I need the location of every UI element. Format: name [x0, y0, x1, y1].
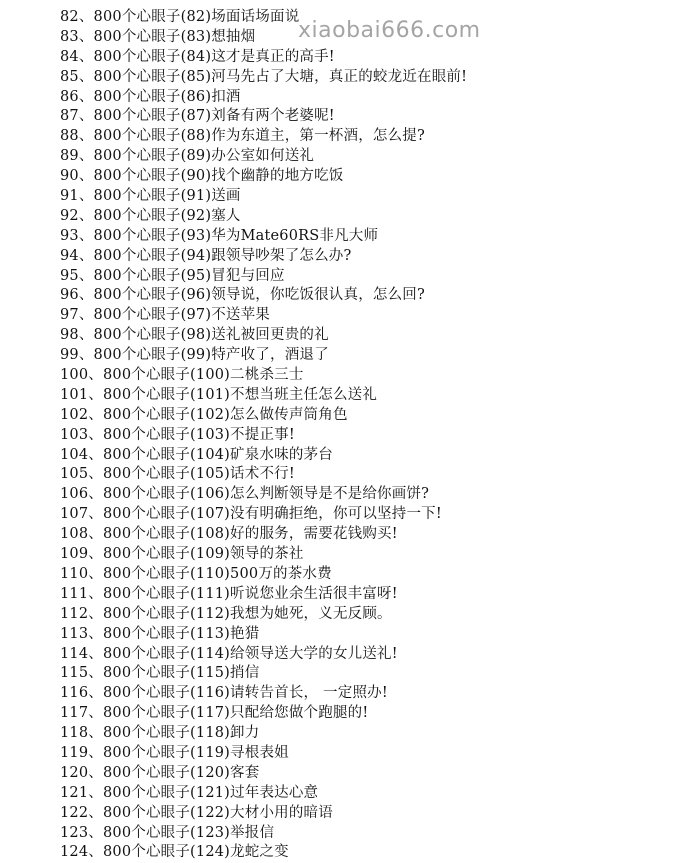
list-item: 114、800个心眼子(114)给领导送大学的女儿送礼! — [60, 645, 398, 662]
list-item: 108、800个心眼子(108)好的服务，需要花钱购买! — [60, 526, 398, 543]
list-item: 105、800个心眼子(105)话术不行! — [60, 466, 295, 483]
list-item: 99、800个心眼子(99)特产收了，酒退了 — [60, 347, 329, 364]
list-item: 123、800个心眼子(123)举报信 — [60, 824, 275, 841]
list-item: 96、800个心眼子(96)领导说，你吃饭很认真，怎么回? — [60, 287, 425, 304]
list-item: 121、800个心眼子(121)过年表达心意 — [60, 784, 319, 801]
list-item: 85、800个心眼子(85)河马先占了大塘，真正的蛟龙近在眼前! — [60, 68, 468, 85]
list-item: 102、800个心眼子(102)怎么做传声筒角色 — [60, 406, 348, 423]
list-item: 111、800个心眼子(111)听说您业余生活很丰富呀! — [60, 585, 398, 602]
list-item: 98、800个心眼子(98)送礼被回更贵的礼 — [60, 327, 329, 344]
list-item: 95、800个心眼子(95)冒犯与回应 — [60, 267, 285, 284]
list-item: 92、800个心眼子(92)塞人 — [60, 207, 241, 224]
list-item: 120、800个心眼子(120)客套 — [60, 764, 260, 781]
list-item: 104、800个心眼子(104)矿泉水味的茅台 — [60, 446, 333, 463]
list-item: 100、800个心眼子(100)二桃杀三士 — [60, 367, 304, 384]
list-item: 115、800个心眼子(115)捎信 — [60, 665, 260, 682]
list-item: 97、800个心眼子(97)不送苹果 — [60, 307, 270, 324]
list-item: 103、800个心眼子(103)不提正事! — [60, 426, 295, 443]
list-item: 113、800个心眼子(113)艳猎 — [60, 625, 260, 642]
list-item: 86、800个心眼子(86)扣酒 — [60, 88, 241, 105]
list-item: 122、800个心眼子(122)大材小用的暗语 — [60, 804, 333, 821]
list-item: 118、800个心眼子(118)卸力 — [60, 725, 260, 742]
list-item: 117、800个心眼子(117)只配给您做个跑腿的! — [60, 705, 369, 722]
list-item: 110、800个心眼子(110)500万的茶水费 — [60, 565, 332, 582]
list-item: 94、800个心眼子(94)跟领导吵架了怎么办? — [60, 247, 352, 264]
list-item: 82、800个心眼子(82)场面话场面说 — [60, 9, 300, 25]
list-item: 91、800个心眼子(91)送画 — [60, 188, 241, 205]
list-item: 124、800个心眼子(124)龙蛇之变 — [60, 844, 289, 861]
list-item: 106、800个心眼子(106)怎么判断领导是不是给你画饼? — [60, 486, 430, 503]
list-item: 88、800个心眼子(88)作为东道主，第一杯酒，怎么提? — [60, 128, 425, 145]
list-item: 87、800个心眼子(87)刘备有两个老婆呢! — [60, 108, 335, 125]
list-item: 93、800个心眼子(93)华为Mate60RS非凡大师 — [60, 227, 379, 244]
list-item: 101、800个心眼子(101)不想当班主任怎么送礼 — [60, 386, 378, 403]
list-item: 83、800个心眼子(83)想抽烟 — [60, 28, 256, 45]
list-item: 90、800个心眼子(90)找个幽静的地方吃饭 — [60, 168, 344, 185]
list-item: 119、800个心眼子(119)寻根表姐 — [60, 744, 289, 761]
list-item: 109、800个心眼子(109)领导的茶社 — [60, 546, 304, 563]
list-item: 84、800个心眼子(84)这才是真正的高手! — [60, 48, 335, 65]
list-item: 116、800个心眼子(116)请转告首长， 一定照办! — [60, 685, 388, 702]
watermark: xiaobai666.com — [298, 18, 481, 43]
list-item: 107、800个心眼子(107)没有明确拒绝，你可以坚持一下! — [60, 506, 442, 523]
list-item: 112、800个心眼子(112)我想为她死，义无反顾。 — [60, 605, 392, 622]
document-list — [60, 8, 660, 863]
list-item: 89、800个心眼子(89)办公室如何送礼 — [60, 148, 315, 165]
